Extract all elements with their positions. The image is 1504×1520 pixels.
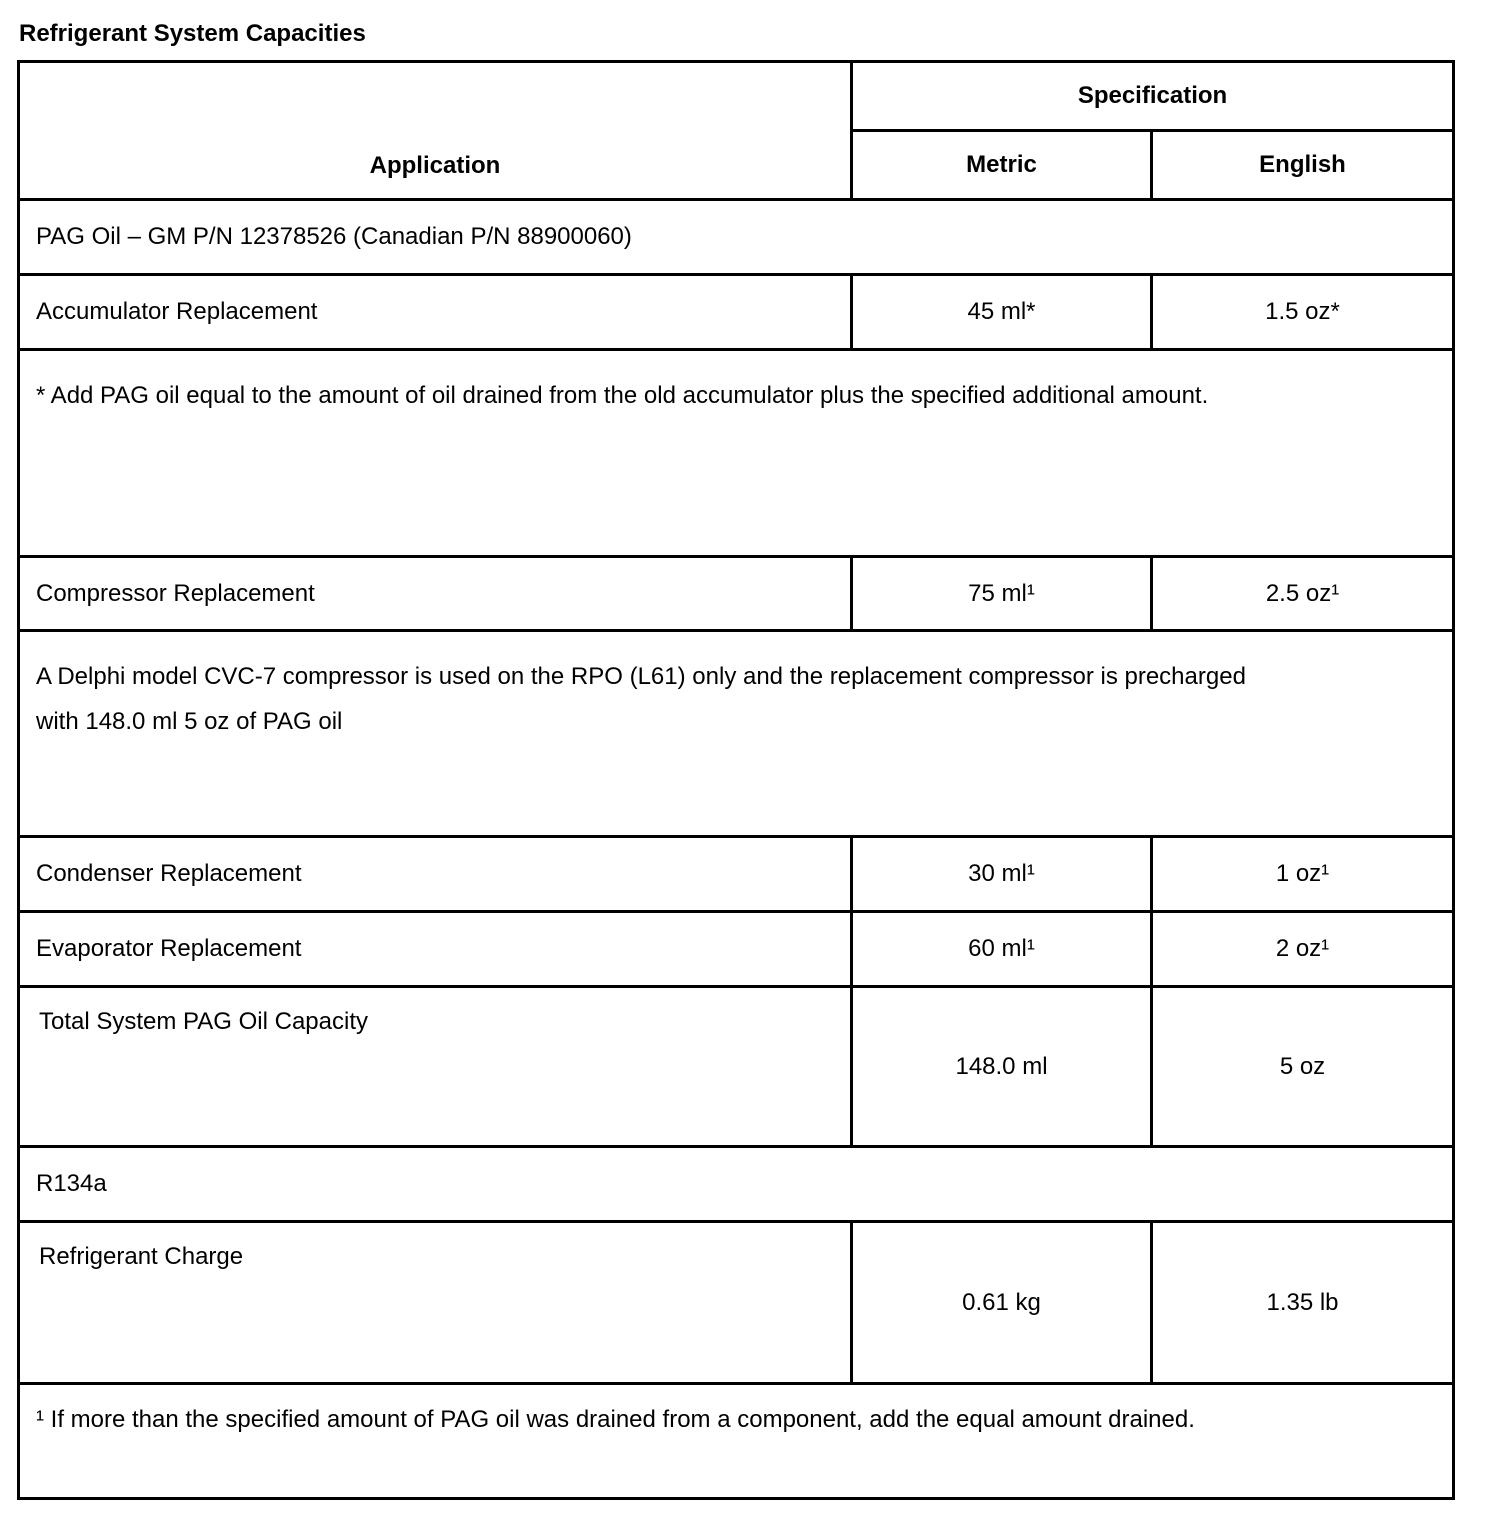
table-row <box>19 1222 1454 1384</box>
table-row <box>19 631 1454 837</box>
row-english: 2 oz¹ <box>1152 912 1454 987</box>
capacities-table <box>17 60 1455 1500</box>
table-row <box>19 200 1454 275</box>
table-row <box>19 350 1454 557</box>
row-metric: 60 ml¹ <box>852 912 1152 987</box>
row-english: 1.5 oz* <box>1152 275 1454 350</box>
table-row <box>19 912 1454 987</box>
row-label: Accumulator Replacement <box>19 275 852 350</box>
row-label: Total System PAG Oil Capacity <box>19 987 852 1147</box>
header-application: Application <box>19 62 852 200</box>
footnote: ¹ If more than the specified amount of PAG oil was drained from a component, add the equal amount drained. <box>19 1384 1454 1499</box>
accumulator-note: * Add PAG oil equal to the amount of oil drained from the old accumulator plus the specified additional amount. <box>19 350 1454 557</box>
row-metric: 148.0 ml <box>852 987 1152 1147</box>
row-metric: 30 ml¹ <box>852 837 1152 912</box>
table-row <box>19 275 1454 350</box>
header-metric: Metric <box>852 131 1152 200</box>
row-label: Condenser Replacement <box>19 837 852 912</box>
row-metric: 45 ml* <box>852 275 1152 350</box>
row-english: 1.35 lb <box>1152 1222 1454 1384</box>
row-label: Evaporator Replacement <box>19 912 852 987</box>
row-english: 1 oz¹ <box>1152 837 1454 912</box>
table-row <box>19 837 1454 912</box>
row-metric: 0.61 kg <box>852 1222 1152 1384</box>
section-pag-oil: PAG Oil – GM P/N 12378526 (Canadian P/N 88900060) <box>19 200 1454 275</box>
section-r134a: R134a <box>19 1147 1454 1222</box>
compressor-note: A Delphi model CVC-7 compressor is used on the RPO (L61) only and the replacement compressor is precharged with 148.0 ml 5 oz of PAG oil <box>19 631 1454 837</box>
header-specification: Specification <box>852 62 1454 131</box>
header-english: English <box>1152 131 1454 200</box>
row-label: Refrigerant Charge <box>19 1222 852 1384</box>
table-row <box>19 987 1454 1147</box>
row-english: 2.5 oz¹ <box>1152 557 1454 631</box>
page-title: Refrigerant System Capacities <box>19 20 366 47</box>
row-english: 5 oz <box>1152 987 1454 1147</box>
table-row <box>19 1147 1454 1222</box>
row-metric: 75 ml¹ <box>852 557 1152 631</box>
table-row <box>19 1384 1454 1499</box>
row-label: Compressor Replacement <box>19 557 852 631</box>
header-row <box>19 62 1454 131</box>
table-row <box>19 557 1454 631</box>
